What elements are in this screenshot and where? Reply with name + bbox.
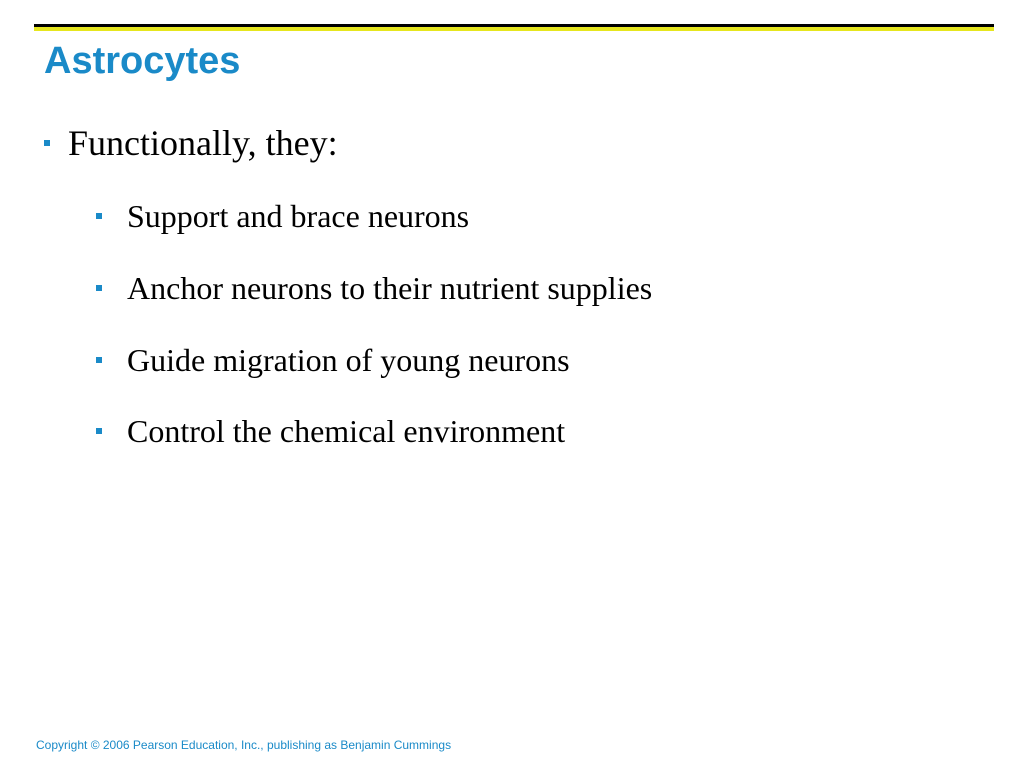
sub-bullet-text: Guide migration of young neurons [127, 342, 570, 378]
bullet-item [44, 120, 338, 166]
sub-bullet-item [96, 268, 652, 308]
sub-bullet-item [96, 196, 469, 236]
square-bullet-icon [96, 357, 102, 363]
square-bullet-icon [96, 213, 102, 219]
square-bullet-icon [96, 285, 102, 291]
square-bullet-icon [44, 140, 50, 146]
sub-bullet-text: Control the chemical environment [127, 413, 566, 449]
bullet-text: Functionally, they: [68, 123, 338, 163]
copyright-footer: Copyright © 2006 Pearson Education, Inc., publishing as Benjamin Cummings [36, 738, 452, 752]
sub-bullet-item [96, 411, 565, 451]
sub-bullet-item [96, 340, 570, 380]
sub-bullet-text: Anchor neurons to their nutrient supplies [127, 270, 653, 306]
header-rule-yellow [34, 27, 994, 31]
sub-bullet-text: Support and brace neurons [127, 198, 470, 234]
square-bullet-icon [96, 428, 102, 434]
header-rule [34, 24, 994, 32]
slide-title: Astrocytes [44, 40, 241, 82]
